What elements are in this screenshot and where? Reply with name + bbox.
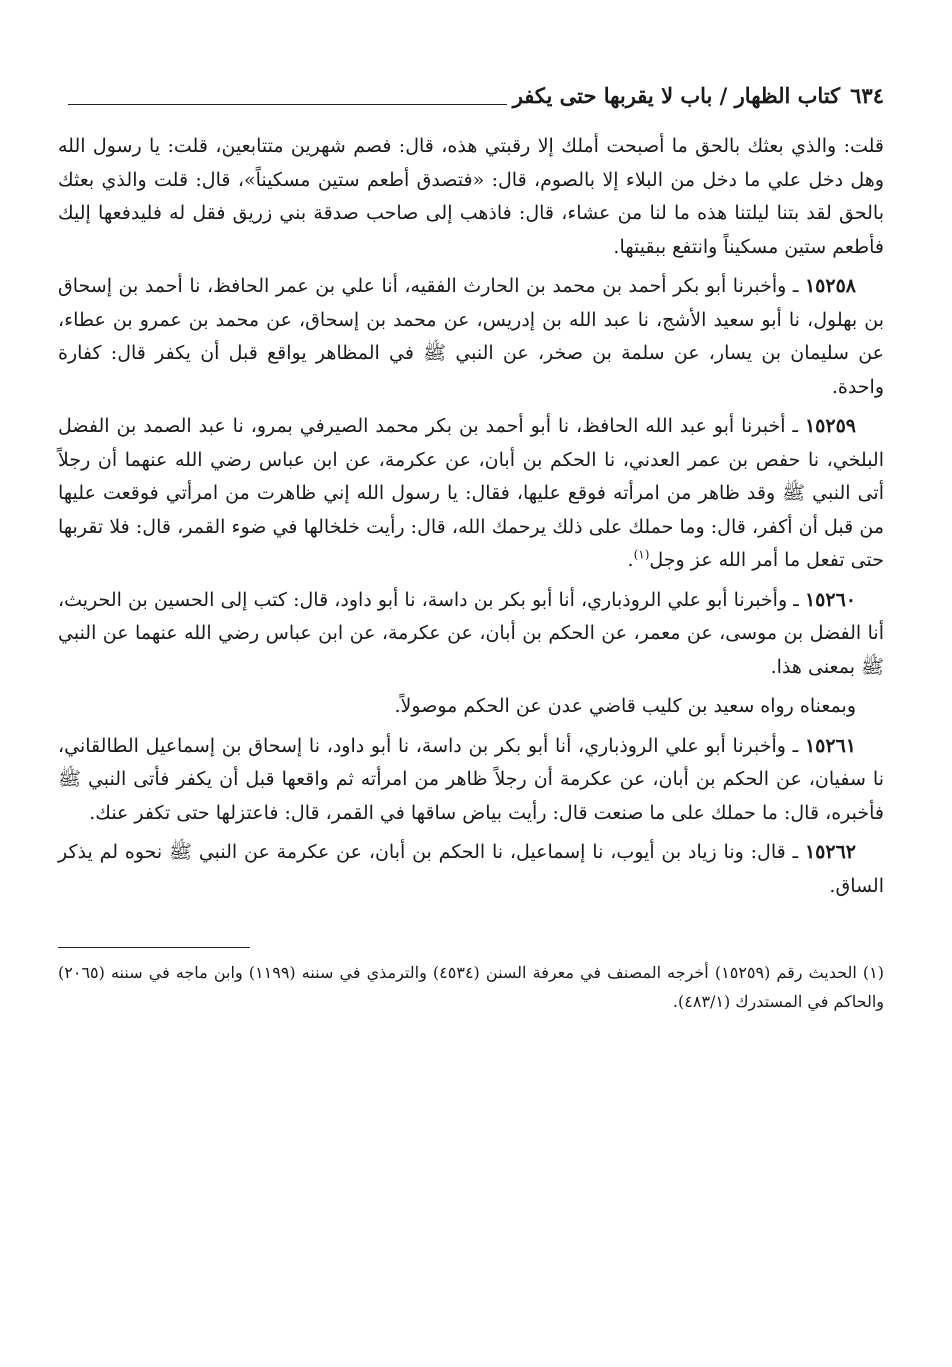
footnote: (١) الحديث رقم (١٥٢٥٩) أخرجه المصنف في معرفة السنن (٤٥٣٤) والترمذي في سننه (١١٩٩) وابن ماجه في سننه (٢٠٦٥) والحاكم في المستدرك (٤٨٣/١). xyxy=(58,963,884,1011)
paragraph-text: ـ أخبرنا أبو عبد الله الحافظ، نا أبو أحمد بن بكر محمد الصيرفي بمرو، نا عبد الصمد بن الفضل البلخي، نا حفص بن عمر العدني، نا الحكم بن أبان، عن عكرمة، عن ابن عباس رضي الله عنهما أن رجلاً أتى النبي ﷺ وقد ظاهر من امرأته فوقع عليها، فقال: يا رسول الله إني ظاهرت من امرأتي فوقعت عليها من قبل أن أكفر، قال: وما حملك على ذلك يرحمك الله، قال: رأيت خلخالها في ضوء القمر، قال: فلا تقربها حتى تفعل ما أمر الله عز وجل xyxy=(58,415,884,571)
paragraph-text: وبمعناه رواه سعيد بن كليب قاضي عدن عن الحكم موصولاً. xyxy=(394,695,856,717)
page-number: ٦٣٤ xyxy=(850,83,884,108)
footnote-separator xyxy=(58,947,250,948)
hadith-number: ١٥٢٥٩ xyxy=(804,415,856,437)
header-rule xyxy=(68,104,507,105)
running-title: كتاب الظهار / باب لا يقربها حتى يكفر xyxy=(512,83,841,108)
paragraph-text: ـ وأخبرنا أبو بكر أحمد بن محمد بن الحارث الفقيه، أنا علي بن عمر الحافظ، نا أحمد بن إسحاق بن بهلول، نا أبو سعيد الأشج، نا عبد الله بن إدريس، عن محمد بن إسحاق، عن محمد بن عمرو بن عطاء، عن سليمان بن يسار، عن سلمة بن صخر، عن النبي ﷺ في المظاهر يواقع قبل أن يكفر قال: كفارة واحدة. xyxy=(58,275,884,398)
hadith-number: ١٥٢٦١ xyxy=(804,734,856,757)
hadith-15261 xyxy=(58,730,884,831)
paragraph-continuation xyxy=(58,130,884,264)
paragraph-text: قلت: والذي بعثك بالحق ما أصبحت أملك إلا رقبتي هذه، قال: فصم شهرين متتابعين، قلت: يا رسول الله وهل دخل علي ما دخل من البلاء إلا بالصوم، قال: «فتصدق أطعم ستين مسكيناً»، قال: قلت والذي بعثك بالحق لقد بتنا ليلتنا هذه ما لنا من عشاء، قال: فاذهب إلى صاحب صدقة بني زريق فقل له فليدفعها إليك فأطعم ستين مسكيناً وانتفع ببقيتها. xyxy=(58,135,884,258)
paragraph-text: ـ وأخبرنا أبو علي الروذباري، أنا أبو بكر بن داسة، نا أبو داود، نا إسحاق بن إسماعيل الطالقاني، نا سفيان، عن الحكم بن أبان، عن عكرمة أن رجلاً ظاهر من امرأته ثم واقعها قبل أن يكفر فأتى النبي ﷺ فأخبره، قال: ما حملك على ما صنعت قال: رأيت بياض ساقها في القمر، قال: فاعتزلها حتى تكفر عنك. xyxy=(58,734,884,824)
commentary-line xyxy=(58,690,884,724)
hadith-15258 xyxy=(58,270,884,404)
hadith-15259 xyxy=(58,410,884,578)
running-header xyxy=(58,76,884,116)
hadith-number: ١٥٢٥٨ xyxy=(804,275,856,297)
document-page xyxy=(58,76,884,1016)
hadith-15262 xyxy=(58,836,884,903)
footnote-reference[interactable]: (١) xyxy=(633,547,650,562)
hadith-number: ١٥٢٦٠ xyxy=(804,588,856,611)
paragraph-text: ـ قال: ونا زياد بن أيوب، نا إسماعيل، نا الحكم بن أبان، عن عكرمة عن النبي ﷺ نحوه لم يذكر الساق. xyxy=(58,841,884,897)
paragraph-tail: . xyxy=(627,549,634,571)
hadith-15260 xyxy=(58,584,884,685)
hadith-number: ١٥٢٦٢ xyxy=(804,841,856,863)
paragraph-text: ـ وأخبرنا أبو علي الروذباري، أنا أبو بكر بن داسة، نا أبو داود، قال: كتب إلى الحسين بن الحريث، أنا الفضل بن موسى، عن معمر، عن الحكم بن أبان، عن عكرمة، عن ابن عباس رضي الله عنهما عن النبي ﷺ بمعنى هذا. xyxy=(58,588,884,678)
main-text xyxy=(58,130,884,903)
